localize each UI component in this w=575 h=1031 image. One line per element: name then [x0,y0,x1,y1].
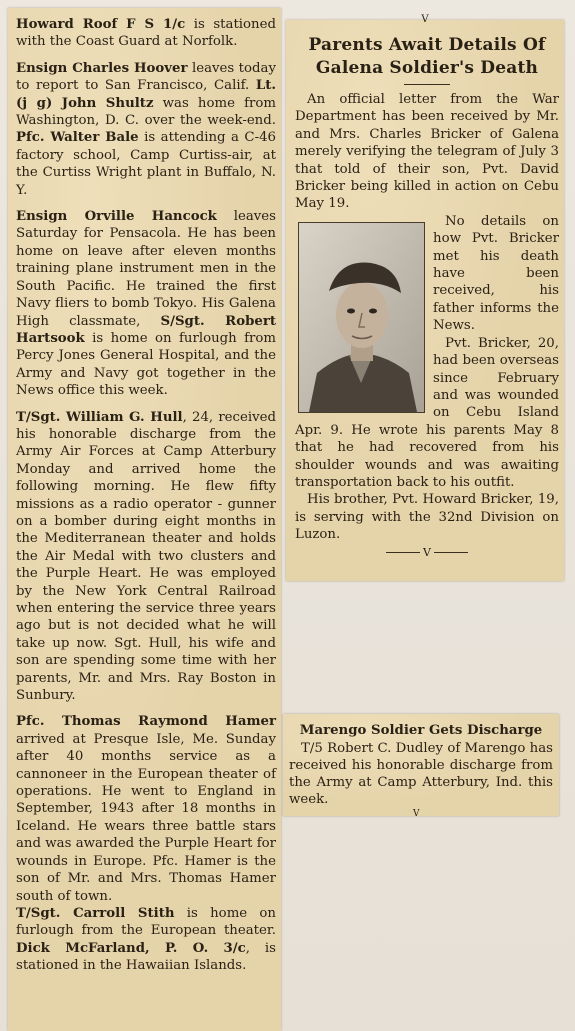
item-william-hull: T/Sgt. William G. Hull, 24, received his honorable discharge from the Army Air Forces at Camp Atterbury Monday and arrived home the following morning. He flew fifty missions as a radio operator - gunner on a bomber during eight months in the Mediterranean theater and holds the Air Medal with two clusters and the Purple Heart. He was employed by the New York Central Railroad when entering the service three years ago but is not decided what he will take up now. Sgt. Hull, his wife and son are spending some time with her parents, Mr. and Mrs. Ray Boston in Sunbury. [16,409,277,704]
top-separator: V [421,14,429,25]
article-paragraph-3: Pvt. Bricker, 20, had been overseas since February and was wounded on Cebu Island Apr. 9. He wrote his parents May 8 that he had recovered from his shoulder wounds and was awaiting transportation back to his outfit. [295,335,559,490]
marengo-paragraph: T/5 Robert C. Dudley of Marengo has received his honorable discharge from the Army at Camp Atterbury, Ind. this week. [289,741,553,807]
headline-marengo: Marengo Soldier Gets Discharge [299,723,543,738]
bottom-separator: V [295,546,559,559]
marengo-bottom-separator: V [413,809,420,819]
news-clipping-left [8,8,281,1031]
article-paragraph-1: An official letter from the War Department has been received by Mr. and Mrs. Charles Bricker of Galena merely verifying the telegram of July 3 that told of their son, Pvt. David Bricker being killed in action on Cebu May 19. [295,92,559,212]
item-carroll-stith: T/Sgt. Carroll Stith is home on furlough from the European theater. Dick McFarland, P. O. 3/c, is stationed in the Hawaiian Islands. [16,905,276,974]
article-paragraph-2: No details on how Pvt. Bricker met his death have been received, his father informs the News. [433,213,559,334]
headline-rule [404,84,450,85]
article-paragraph-4: His brother, Pvt. Howard Bricker, 19, is serving with the 32nd Division on Luzon. [295,492,559,543]
item-thomas-hamer: Pfc. Thomas Raymond Hamer arrived at Presque Isle, Me. Sunday after 40 months service as a cannoneer in the European theater of operations. He went to England in September, 1943 after 18 months in Iceland. He wears three battle stars and was awarded the Purple Heart for wounds in Europe. Pfc. Hamer is the son of Mr. and Mrs. Thomas Hamer south of town. [16,714,276,904]
item-orville-hancock: Ensign Orville Hancock leaves Saturday for Pensacola. He has been home on leave after eleven months training plane instrument men in the South Pacific. He trained the first Navy fliers to bomb Tokyo. His Galena High classmate, S/Sgt. Robert Hartsook is home on furlough from Percy Jones General Hospital, and the Army and Navy got together in the News office this week. [16,209,276,399]
news-clipping-marengo [283,714,559,819]
soldier-portrait-image [299,223,424,412]
item-charles-hoover: Ensign Charles Hoover leaves today to report to San Francisco, Calif. Lt. (j g) John Shultz was home from Washington, D. C. over the week-end. Pfc. Walter Bale is attending a C-46 factory school, Camp Curtiss-air, at the Curtiss Wright plant in Buffalo, N. Y. [16,60,276,198]
soldier-portrait-photo [298,222,425,413]
item-howard-roof: Howard Roof F S 1/c is stationed with the Coast Guard at Norfolk. [16,17,277,50]
headline-bricker: Parents Await Details Of Galena Soldier's Death [308,35,546,78]
news-clipping-bricker [286,14,564,581]
